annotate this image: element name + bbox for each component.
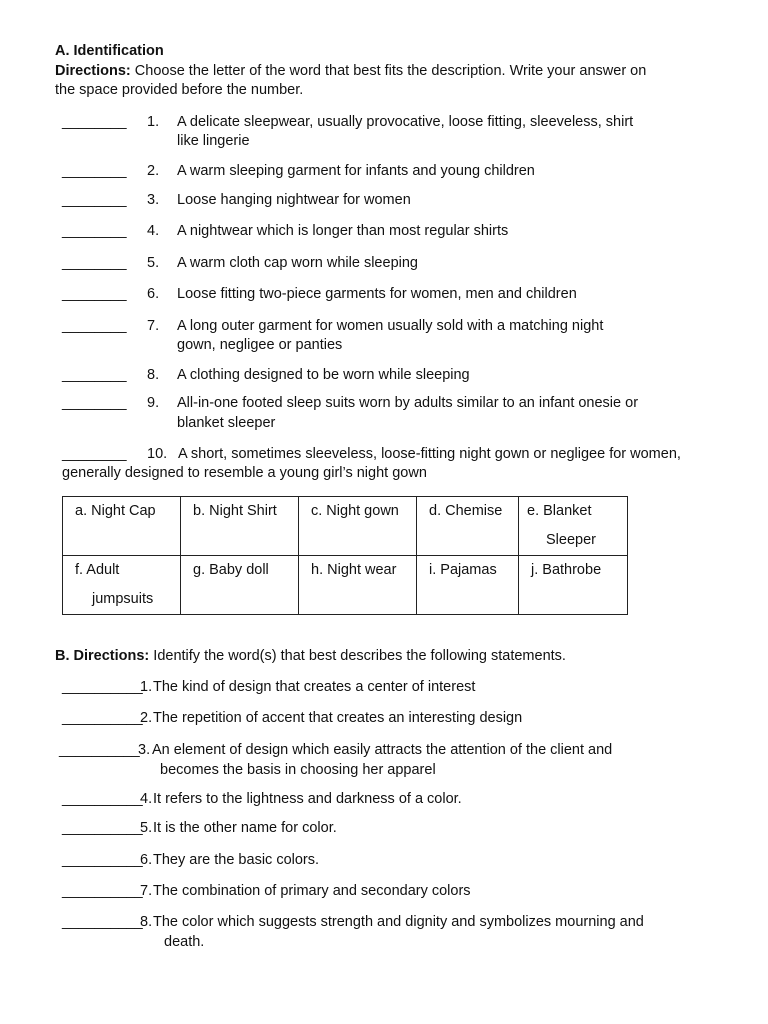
item-text-line2: gown, negligee or panties (177, 337, 343, 353)
choice-label: f. Adult (75, 562, 120, 578)
section-b-directions (55, 647, 566, 666)
choice-cell (417, 556, 519, 615)
item-text: The kind of design that creates a center of interest (153, 679, 476, 695)
item-text: Loose fitting two-piece garments for women, men and children (177, 286, 577, 302)
directions-text: Choose the letter of the word that best fits the description. Write your answer on (130, 63, 647, 79)
item-text: A short, sometimes sleeveless, loose-fitting night gown or negligee for women, (178, 446, 681, 462)
item-text: A delicate sleepwear, usually provocative, loose fitting, sleeveless, shirt (177, 114, 634, 130)
item-text-line2: generally designed to resemble a young girl’s night gown (62, 465, 427, 481)
item-number: 9. (147, 395, 160, 411)
item-number: 1. (147, 114, 160, 130)
item-text-line2: becomes the basis in choosing her apparel (160, 762, 436, 778)
answer-blank[interactable]: __________ (62, 710, 143, 726)
item-number: 5. (147, 255, 160, 271)
item-number: 1. (140, 679, 153, 695)
choice-label-line2: jumpsuits (92, 591, 154, 607)
item-text: The color which suggests strength and dignity and symbolizes mourning and (153, 914, 644, 930)
item-number: 2. (140, 710, 153, 726)
choice-cell (181, 497, 299, 556)
answer-blank[interactable]: ________ (62, 395, 127, 411)
item-number: 7. (147, 318, 160, 334)
item-number: 6. (140, 852, 153, 868)
choice-cell (299, 556, 417, 615)
item-number: 8. (147, 367, 160, 383)
choice-label: i. Pajamas (429, 562, 497, 578)
choice-cell (519, 497, 628, 556)
choice-label: e. Blanket (527, 503, 592, 519)
choice-label: b. Night Shirt (193, 503, 277, 519)
item-text: An element of design which easily attracts the attention of the client and (152, 742, 613, 758)
answer-blank[interactable]: ________ (62, 114, 127, 130)
section-a-directions-line2: the space provided before the number. (55, 82, 304, 98)
choice-label: d. Chemise (429, 503, 503, 519)
answer-blank[interactable]: __________ (62, 883, 143, 899)
answer-blank[interactable]: __________ (62, 820, 143, 836)
answer-blank[interactable]: __________ (59, 742, 140, 758)
choice-cell (299, 497, 417, 556)
item-number: 7. (140, 883, 153, 899)
item-number: 3. (138, 742, 151, 758)
answer-blank[interactable]: ________ (62, 286, 127, 302)
item-text: A clothing designed to be worn while sleeping (177, 367, 470, 383)
item-number: 8. (140, 914, 153, 930)
item-text: All-in-one footed sleep suits worn by adults similar to an infant onesie or (177, 395, 639, 411)
choice-label: a. Night Cap (75, 503, 156, 519)
answer-blank[interactable]: ________ (62, 367, 127, 383)
directions-label: Directions: (55, 63, 131, 79)
item-text-line2: blanket sleeper (177, 415, 276, 431)
answer-blank[interactable]: __________ (62, 679, 143, 695)
item-text: The combination of primary and secondary colors (153, 883, 471, 899)
answer-blank[interactable]: ________ (62, 318, 127, 334)
choices-table (62, 496, 628, 615)
directions-label: B. Directions: (55, 648, 150, 664)
table-row (63, 556, 628, 615)
choice-cell (181, 556, 299, 615)
choice-cell (519, 556, 628, 615)
directions-text: Identify the word(s) that best describes the following statements. (149, 648, 566, 664)
choice-label: h. Night wear (311, 562, 397, 578)
answer-blank[interactable]: ________ (62, 255, 127, 271)
item-number: 5. (140, 820, 153, 836)
answer-blank[interactable]: ________ (62, 192, 127, 208)
section-a-heading: A. Identification (55, 43, 164, 59)
answer-blank[interactable]: ________ (62, 446, 127, 462)
item-text: A nightwear which is longer than most regular shirts (177, 223, 509, 239)
choice-label-line2: Sleeper (546, 532, 596, 548)
answer-blank[interactable]: __________ (62, 852, 143, 868)
table-row (63, 497, 628, 556)
answer-blank[interactable]: ________ (62, 223, 127, 239)
item-text: The repetition of accent that creates an interesting design (153, 710, 523, 726)
item-text: They are the basic colors. (153, 852, 320, 868)
item-text-line2: death. (164, 934, 205, 950)
item-text: A warm sleeping garment for infants and young children (177, 163, 535, 179)
item-text: A warm cloth cap worn while sleeping (177, 255, 418, 271)
item-text: It refers to the lightness and darkness of a color. (153, 791, 462, 807)
choice-label: j. Bathrobe (531, 562, 602, 578)
answer-blank[interactable]: ________ (62, 163, 127, 179)
item-number: 4. (147, 223, 160, 239)
item-text: Loose hanging nightwear for women (177, 192, 411, 208)
choice-cell (417, 497, 519, 556)
item-text: It is the other name for color. (153, 820, 337, 836)
choice-label: c. Night gown (311, 503, 399, 519)
item-number: 3. (147, 192, 160, 208)
item-text-line2: like lingerie (177, 133, 250, 149)
item-number: 10. (147, 446, 168, 462)
choice-cell (63, 556, 181, 615)
answer-blank[interactable]: __________ (62, 791, 143, 807)
choice-label: g. Baby doll (193, 562, 269, 578)
item-number: 6. (147, 286, 160, 302)
choice-cell (63, 497, 181, 556)
answer-blank[interactable]: __________ (62, 914, 143, 930)
section-a-directions (55, 62, 646, 81)
item-number: 4. (140, 791, 153, 807)
item-number: 2. (147, 163, 160, 179)
item-text: A long outer garment for women usually sold with a matching night (177, 318, 604, 334)
